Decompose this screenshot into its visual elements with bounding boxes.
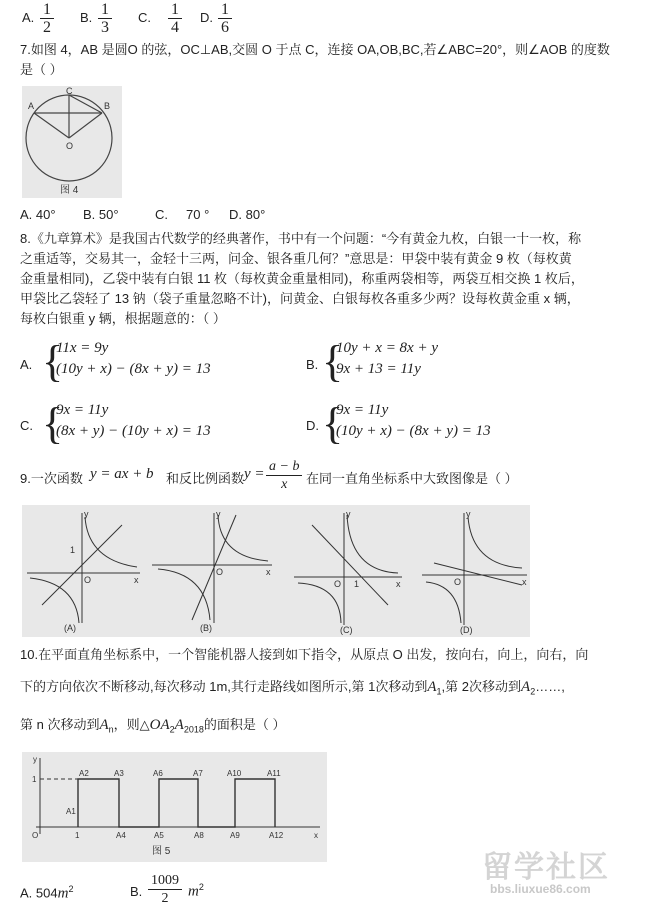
q9-suffix: 在同一直角坐标系中大致图像是（ ） <box>306 471 518 486</box>
q8-option-d-eq2: (10y + x) − (8x + y) = 13 <box>336 423 491 439</box>
q8-option-a-label: A. <box>20 357 33 372</box>
q7-option-b: B. 50° <box>83 207 119 222</box>
robot-path-diagram <box>22 752 327 862</box>
svg-text:y: y <box>346 509 351 519</box>
q10-stem-line1: 10.在平面直角坐标系中，一个智能机器人接到如下指令，从原点 O 出发，按向右，向上，向右，向 <box>20 647 589 662</box>
svg-text:O: O <box>84 575 92 585</box>
q8-stem-line5: 每枚白银重 y 辆，根据题意的：（ ） <box>20 311 226 326</box>
svg-text:A3: A3 <box>114 769 124 778</box>
q7-stem-line2: 是（ ） <box>20 62 63 77</box>
q8-option-d-label: D. <box>306 418 319 433</box>
q9-prefix: 9.一次函数 <box>20 471 83 486</box>
graph-a <box>27 509 140 633</box>
q8-option-b-system: { 10y + x = 8x + y 9x + 13 = 11y <box>322 337 438 386</box>
q9-inverse-fraction: $\frac{a - b}{x}$ <box>266 458 302 493</box>
q7-option-c: C. 70 ° <box>155 207 210 222</box>
svg-text:x: x <box>134 575 139 585</box>
svg-text:y: y <box>84 509 89 519</box>
q9-graphs-figure <box>22 505 530 637</box>
q7-figure <box>22 86 122 198</box>
q10-stem-line3: 第 n 次移动到$A_n$，则$\triangle OA_2A_{2018}$的面积是（ ） <box>20 717 286 735</box>
fig4-label-o: O <box>66 141 74 151</box>
q7-option-d: D. 80° <box>229 207 266 222</box>
q10-figure <box>22 752 327 862</box>
q6-option-d-label: D. <box>200 10 213 25</box>
svg-text:A5: A5 <box>154 831 164 840</box>
graph-d <box>422 509 527 635</box>
svg-text:y: y <box>33 755 37 764</box>
q6-option-a-fraction: $\frac{1}{2}$ <box>40 1 54 36</box>
q10-options <box>20 872 320 910</box>
q9-stem <box>20 458 580 498</box>
q8-option-d-eq1: 9x = 11y <box>336 402 389 418</box>
graph-c <box>294 509 402 635</box>
svg-text:1: 1 <box>75 831 80 840</box>
q6-option-a-label: A. <box>22 10 35 25</box>
q9-inverse-lhs: y = <box>244 466 265 482</box>
svg-text:x: x <box>266 567 271 577</box>
graph-d-label: (D) <box>460 625 473 635</box>
svg-text:O: O <box>32 831 39 840</box>
q8-option-a-system: { 11x = 9y (10y + x) − (8x + y) = 13 <box>42 337 211 386</box>
q9-mid: 和反比例函数 <box>166 471 245 486</box>
svg-text:x: x <box>522 577 527 587</box>
q8-option-b-eq1: 10y + x = 8x + y <box>336 340 438 356</box>
svg-text:A1: A1 <box>66 807 76 816</box>
svg-text:A7: A7 <box>193 769 203 778</box>
q8-option-b-eq2: 9x + 13 = 11y <box>336 361 421 377</box>
q6-option-c-fraction: $\frac{1}{4}$ <box>168 1 182 36</box>
q8-option-c-system: { 9x = 11y (8x + y) − (10y + x) = 13 <box>42 399 211 448</box>
q10-option-b-label: B. <box>130 884 143 899</box>
q8-stem-line2: 之重适等，交易其一，金轻十三两，问金、银各重几何？”意思是：甲袋中装有黄金 9 枚（每枚黄 <box>20 251 572 266</box>
svg-text:y: y <box>466 509 471 519</box>
fig4-label-b: B <box>104 101 111 111</box>
svg-text:A8: A8 <box>194 831 204 840</box>
q6-options <box>20 0 320 38</box>
q10-option-b-unit: $m^2$ <box>188 882 204 900</box>
svg-text:x: x <box>396 579 401 589</box>
q8-stem-line4: 甲袋比乙袋轻了 13 钠（袋子重量忽略不计)，问黄金、白银每枚各重多少两？设每枚黄金重 x 辆， <box>20 291 580 306</box>
svg-text:x: x <box>314 831 318 840</box>
q9-linear-function: y = ax + b <box>90 466 154 482</box>
svg-text:A6: A6 <box>153 769 163 778</box>
q6-option-b-label: B. <box>80 10 93 25</box>
watermark-url: bbs.liuxue86.com <box>490 882 591 896</box>
q10-option-a: A. $504m^2$ <box>20 884 74 902</box>
svg-text:O: O <box>334 579 342 589</box>
svg-text:1: 1 <box>32 775 37 784</box>
svg-text:A12: A12 <box>269 831 284 840</box>
q6-option-b-fraction: $\frac{1}{3}$ <box>98 1 112 36</box>
watermark-logo: 留学社区 <box>482 851 610 884</box>
fig4-caption: 图 4 <box>60 185 79 196</box>
svg-text:y: y <box>216 509 221 519</box>
svg-text:A4: A4 <box>116 831 126 840</box>
q8-option-c-label: C. <box>20 418 33 433</box>
svg-text:O: O <box>216 567 224 577</box>
svg-text:1: 1 <box>70 545 76 555</box>
q8-stem-line1: 8.《九章算术》是我国古代数学的经典著作，书中有一个问题：“今有黄金九枚，白银一十一枚，称 <box>20 231 582 246</box>
graph-a-label: (A) <box>64 623 76 633</box>
q9-graphs <box>22 505 530 637</box>
graph-b <box>152 509 272 633</box>
svg-text:A9: A9 <box>230 831 240 840</box>
q7-option-a: A. 40° <box>20 207 56 222</box>
q8-option-a-eq2: (10y + x) − (8x + y) = 13 <box>56 361 211 377</box>
q6-option-c-label: C. <box>138 10 151 25</box>
svg-text:1: 1 <box>354 579 360 589</box>
q10-option-b-fraction: $\frac{1009}{2}$ <box>148 872 182 907</box>
svg-text:O: O <box>454 577 462 587</box>
q7-options <box>20 205 340 225</box>
graph-b-label: (B) <box>200 623 212 633</box>
circle-diagram <box>22 86 122 198</box>
q10-stem-line2: 下的方向依次不断移动,每次移动 1m,其行走路线如图所示,第 1次移动到$A_1$,第 2次移动到$A_2\dots\dots$, <box>20 679 565 697</box>
fig4-label-a: A <box>28 101 35 111</box>
fig4-label-c: C <box>66 86 73 96</box>
svg-text:A2: A2 <box>79 769 89 778</box>
svg-text:A10: A10 <box>227 769 242 778</box>
q8-option-d-system: { 9x = 11y (10y + x) − (8x + y) = 13 <box>322 399 491 448</box>
q8-option-b-label: B. <box>306 357 319 372</box>
q7-stem-line1: 7.如图 4，AB 是圆O 的弦，OC⊥AB,交圆 O 于点 C，连接 OA,OB,BC,若∠ABC=20°，则∠AOB 的度数 <box>20 42 610 57</box>
q8-option-c-eq1: 9x = 11y <box>56 402 109 418</box>
fig5-caption: 图 5 <box>152 846 171 857</box>
svg-text:A11: A11 <box>267 769 281 778</box>
q8-stem-line3: 金重量相同)，乙袋中装有白银 11 枚（每枚黄金重量相同)，称重两袋相等，两袋互相交换 1 枚后， <box>20 271 584 286</box>
q8-option-c-eq2: (8x + y) − (10y + x) = 13 <box>56 423 211 439</box>
q8-option-a-eq1: 11x = 9y <box>56 340 109 356</box>
q6-option-d-fraction: $\frac{1}{6}$ <box>218 1 232 36</box>
graph-c-label: (C) <box>340 625 353 635</box>
